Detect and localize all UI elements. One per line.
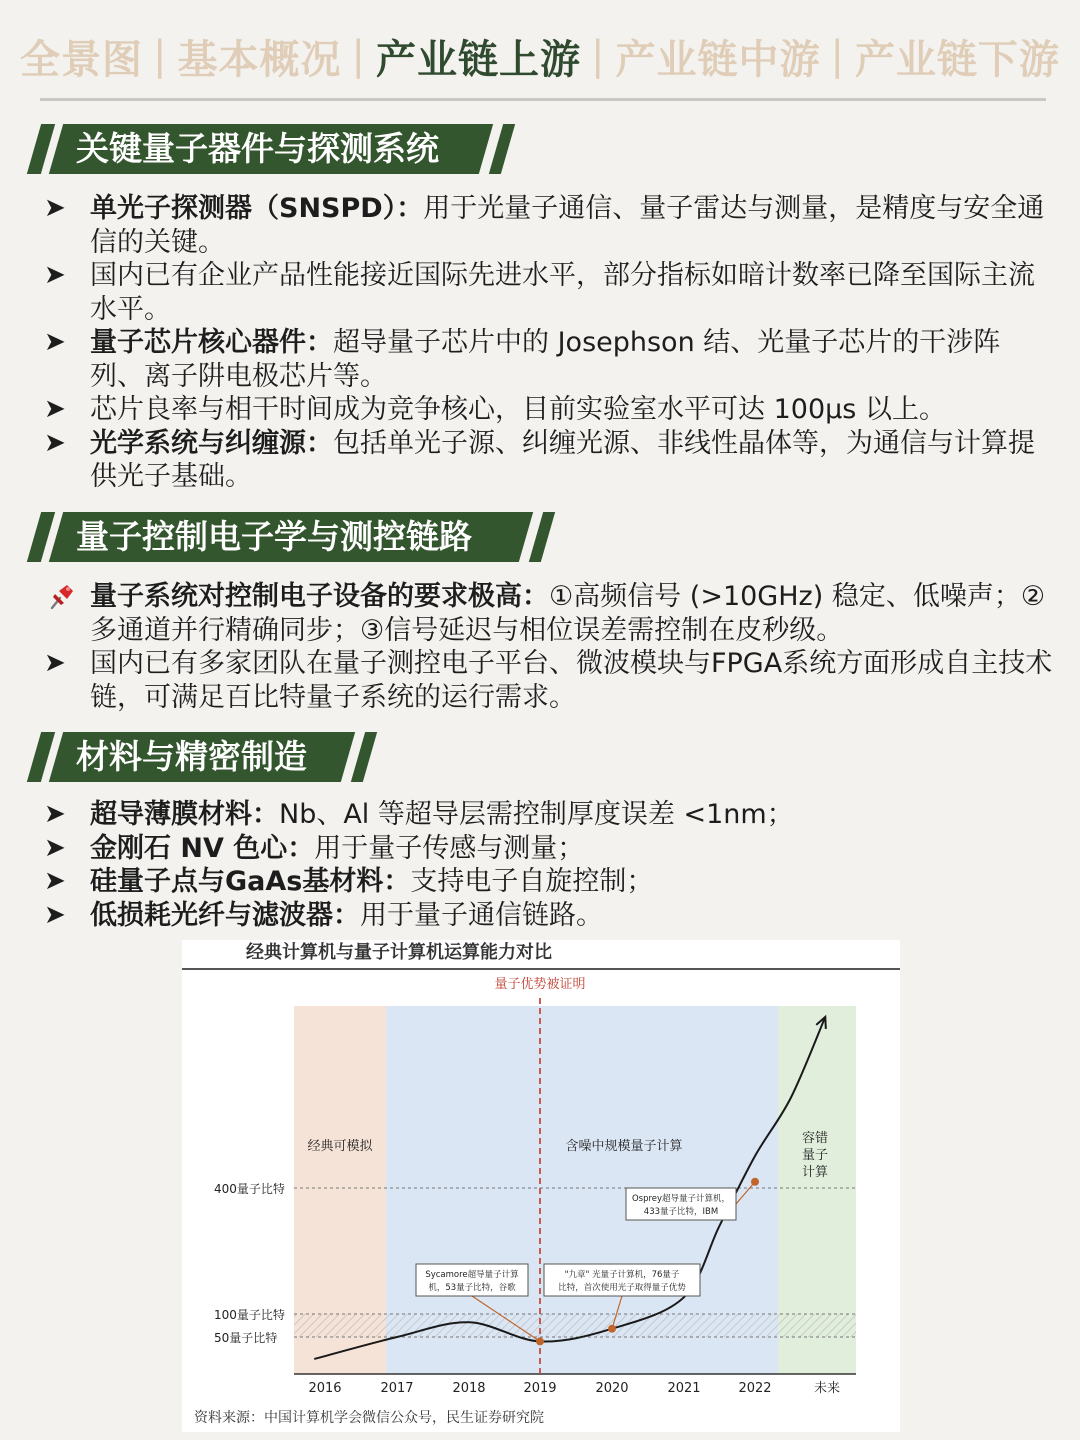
bullet-item bbox=[44, 326, 1054, 393]
bullet-text: 国内已有企业产品性能接近国际先进水平，部分指标如暗计数率已降至国际主流水平。 bbox=[90, 260, 1035, 325]
chart-y-label: 50量子比特 bbox=[214, 1331, 278, 1345]
arrow-bullet-icon: ➤ bbox=[44, 648, 66, 678]
chart-annotation-text: 机，53量子比特，谷歌 bbox=[428, 1283, 516, 1293]
nav-tab-4[interactable]: 产业链中游 bbox=[615, 36, 821, 83]
quantum-capability-chart bbox=[182, 970, 900, 1430]
chart-y-label: 100量子比特 bbox=[214, 1308, 285, 1322]
chart-annotation-text: 比特，首次使用光子取得量子优势 bbox=[558, 1283, 686, 1293]
chart-region-label: 量子 bbox=[801, 1148, 829, 1163]
bullet-lead: 量子系统对控制电子设备的要求极高： bbox=[90, 581, 549, 612]
arrow-bullet-icon: ➤ bbox=[44, 799, 66, 829]
nav-tab-1[interactable]: 全景图 bbox=[20, 36, 143, 83]
section-header-devices bbox=[34, 124, 514, 174]
nav-tab-5[interactable]: 产业链下游 bbox=[854, 36, 1060, 83]
bullet-list-devices bbox=[44, 192, 1054, 494]
chart-data-point bbox=[608, 1325, 616, 1333]
nav-separator: | bbox=[830, 33, 845, 79]
bullet-list-materials bbox=[44, 798, 1054, 932]
arrow-bullet-icon: ➤ bbox=[44, 899, 66, 930]
arrow-bullet-icon: ➤ bbox=[44, 327, 66, 357]
chart-milestone-label: 量子优势被证明 bbox=[494, 977, 586, 992]
chart-x-tick-label: 2021 bbox=[667, 1381, 701, 1396]
bullet-text: 芯片良率与相干时间成为竞争核心，目前实验室水平可达 100μs 以上。 bbox=[90, 394, 946, 425]
chart-region-label: 经典可模拟 bbox=[307, 1139, 373, 1154]
section-title: 量子控制电子学与测控链路 bbox=[76, 517, 472, 556]
chart-region-label: 含噪中规模量子计算 bbox=[565, 1139, 683, 1154]
arrow-bullet-icon: ➤ bbox=[44, 866, 66, 896]
bullet-lead: 超导薄膜材料： bbox=[90, 799, 279, 830]
chart-x-tick-label: 2018 bbox=[452, 1381, 486, 1396]
bullet-item bbox=[44, 580, 1054, 647]
bullet-text: 用于光量子通信、量子雷达与测量，是精度与安全通信的关键。 bbox=[90, 193, 1045, 258]
nav-tabs bbox=[20, 26, 1060, 86]
chart-x-tick-label: 2017 bbox=[380, 1381, 414, 1396]
bullet-item bbox=[44, 393, 1054, 427]
bullet-item bbox=[44, 259, 1054, 326]
chart-annotation-text: Osprey超导量子计算机， bbox=[631, 1194, 731, 1204]
arrow-bullet-icon: ➤ bbox=[44, 427, 66, 458]
arrow-bullet-icon: ➤ bbox=[44, 193, 66, 223]
chart-region-label: 计算 bbox=[801, 1165, 829, 1180]
bullet-lead: 金刚石 NV 色心： bbox=[90, 832, 315, 864]
chart-card bbox=[182, 940, 900, 1432]
bullet-text: 用于量子传感与测量； bbox=[314, 832, 585, 864]
bullet-text: 包括单光子源、纠缠光源、非线性晶体等，为通信与计算提供光子基础。 bbox=[90, 427, 1035, 492]
chart-annotation-text: Sycamore超导量子计算 bbox=[425, 1270, 519, 1280]
bullet-text: 用于量子通信链路。 bbox=[360, 899, 603, 931]
bullet-list-control bbox=[44, 580, 1054, 714]
nav-separator: | bbox=[351, 33, 366, 79]
chart-data-point bbox=[751, 1178, 759, 1186]
bullet-item bbox=[44, 798, 1054, 832]
pin-icon bbox=[46, 582, 76, 612]
bullet-lead: 硅量子点与GaAs基材料： bbox=[90, 866, 411, 897]
bullet-item bbox=[44, 647, 1054, 714]
nav-tab-2[interactable]: 基本概况 bbox=[177, 36, 342, 83]
bullet-text: 支持电子自旋控制； bbox=[410, 866, 654, 897]
nav-separator: | bbox=[590, 33, 606, 79]
nav-divider bbox=[40, 98, 1046, 101]
chart-data-point bbox=[536, 1337, 544, 1345]
chart-x-tick-label: 2022 bbox=[738, 1381, 772, 1396]
bullet-item bbox=[44, 192, 1054, 259]
chart-annotation-text: 433量子比特，IBM bbox=[643, 1207, 719, 1217]
bullet-item bbox=[44, 832, 1054, 866]
section-header-materials bbox=[34, 732, 374, 782]
bullet-item bbox=[44, 899, 1054, 933]
chart-title: 经典计算机与量子计算机运算能力对比 bbox=[246, 942, 552, 963]
nav-tab-3[interactable]: 产业链上游 bbox=[375, 36, 581, 83]
chart-y-label: 400量子比特 bbox=[214, 1182, 285, 1196]
bullet-text: ①高频信号 (>10GHz) 稳定、低噪声；②多通道并行精确同步；③信号延迟与相位误差需控制在皮秒级。 bbox=[90, 581, 1046, 646]
chart-x-tick-label: 2019 bbox=[523, 1381, 557, 1396]
bullet-text: 国内已有多家团队在量子测控电子平台、微波模块与FPGA系统方面形成自主技术链，可满足百比特量子系统的运行需求。 bbox=[90, 648, 1053, 713]
bullet-lead: 光学系统与纠缠源： bbox=[90, 427, 333, 459]
chart-annotation-text: "九章" 光量子计算机，76量子 bbox=[564, 1270, 680, 1280]
section-title: 关键量子器件与探测系统 bbox=[76, 129, 439, 168]
arrow-bullet-icon: ➤ bbox=[44, 832, 66, 863]
bullet-item bbox=[44, 427, 1054, 494]
chart-title-bar bbox=[182, 940, 900, 970]
bullet-text: Nb、Al 等超导层需控制厚度误差 <1nm； bbox=[279, 799, 794, 830]
bullet-text: 超导量子芯片中的 Josephson 结、光量子芯片的干涉阵列、离子阱电极芯片等。 bbox=[90, 327, 1001, 392]
section-header-control bbox=[34, 512, 554, 562]
nav-separator: | bbox=[153, 33, 168, 79]
bullet-lead: 低损耗光纤与滤波器： bbox=[90, 899, 360, 931]
chart-x-tick-label: 2016 bbox=[308, 1381, 342, 1396]
chart-source: 资料来源：中国计算机学会微信公众号，民生证券研究院 bbox=[194, 1410, 544, 1426]
section-title: 材料与精密制造 bbox=[76, 737, 307, 776]
bullet-item bbox=[44, 865, 1054, 899]
chart-x-tick-label: 2020 bbox=[595, 1381, 629, 1396]
arrow-bullet-icon: ➤ bbox=[44, 260, 66, 290]
chart-hatched-band bbox=[294, 1314, 856, 1337]
bullet-lead: 量子芯片核心器件： bbox=[90, 327, 333, 358]
arrow-bullet-icon: ➤ bbox=[44, 394, 66, 424]
bullet-lead: 单光子探测器（SNSPD）： bbox=[90, 193, 424, 224]
chart-x-tick-label: 未来 bbox=[813, 1381, 841, 1396]
chart-region-label: 容错 bbox=[801, 1131, 829, 1146]
